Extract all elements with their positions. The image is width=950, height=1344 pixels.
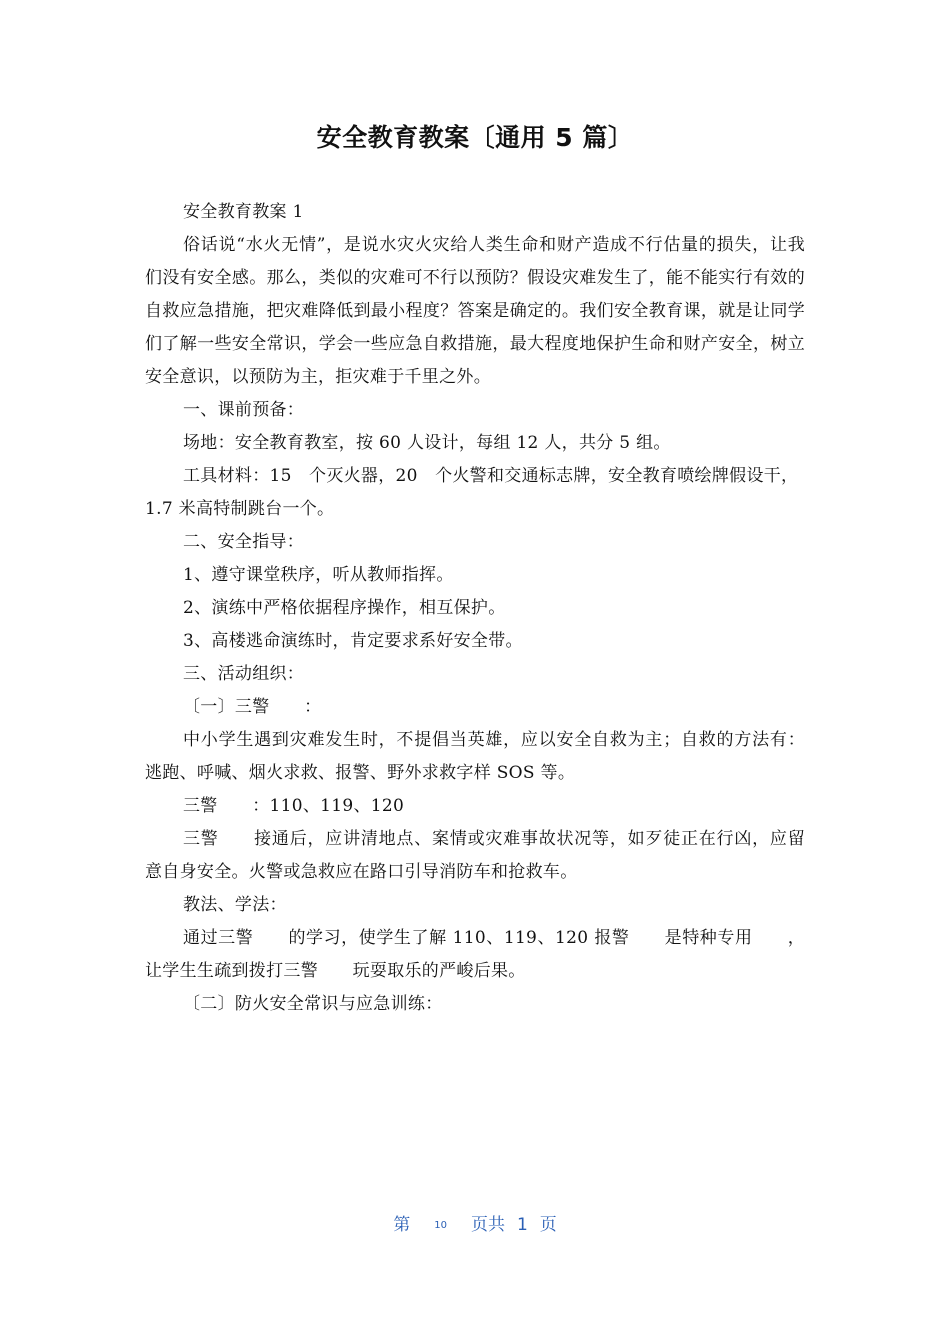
document-title: 安全教育教案〔通用 5 篇〕 [316, 123, 634, 152]
materials-paragraph: 工具材料：15 个灭火器，20 个火警和交通标志牌，安全教育喷绘牌假设干， [183, 466, 799, 486]
materials-continued: 1.7 米高特制跳台一个。 [145, 499, 335, 519]
footer-total: 1 [516, 1215, 528, 1235]
self-rescue-paragraph: 中小学生遇到灾难发生时，不提倡当英雄，应以安全自救为主；自救的方法有：逃跑、呼喊、烟火求救、报警、野外求救字样 SOS 等。 [145, 730, 805, 783]
subheading-fire-safety: 〔二〕防火安全常识与应急训练： [183, 994, 443, 1014]
subheading-three-alarms: 〔一〕三警 ： [183, 697, 322, 717]
venue-paragraph: 场地：安全教育教室，按 60 人设计，每组 12 人，共分 5 组。 [183, 433, 671, 453]
guidance-item-2: 2、演练中严格依据程序操作，相互保护。 [183, 598, 506, 618]
footer-suffix: 页 [539, 1215, 557, 1235]
heading-preparation: 一、课前预备： [183, 400, 305, 420]
methods-paragraph: 通过三警 的学习，使学生了解 110、119、120 报警 是特种专用 ，让学生生疏到拨打三警 玩耍取乐的严峻后果。 [145, 928, 805, 981]
alarm-instructions: 三警 接通后，应讲清地点、案情或灾难事故状况等，如歹徒正在行凶，应留意自身安全。火警或急救应在路口引导消防车和抢救车。 [145, 829, 805, 882]
section-heading: 安全教育教案 1 [183, 202, 304, 222]
alarm-numbers: 三警 ：110、119、120 [183, 796, 405, 816]
footer-middle: 页共 [470, 1215, 505, 1235]
document-body [145, 196, 805, 1021]
heading-methods: 教法、学法： [183, 895, 287, 915]
footer-page-number: 10 [434, 1219, 447, 1231]
guidance-item-3: 3、高楼逃命演练时，肯定要求系好安全带。 [183, 631, 523, 651]
heading-safety-guidance: 二、安全指导： [183, 532, 305, 552]
page-footer [0, 1210, 950, 1235]
footer-prefix: 第 [393, 1215, 411, 1235]
heading-activity: 三、活动组织： [183, 664, 305, 684]
intro-paragraph: 俗话说“水火无情”，是说水灾火灾给人类生命和财产造成不行估量的损失，让我们没有安全感。那么，类似的灾难可不行以预防？假设灾难发生了，能不能实行有效的自救应急措施，把灾难降低到最小程度？答案是确定的。我们安全教育课，就是让同学们了解一些安全常识，学会一些应急自救措施，最大程度地保护生命和财产安全，树立安全意识，以预防为主，拒灾难于千里之外。 [145, 235, 805, 387]
guidance-item-1: 1、遵守课堂秩序，听从教师指挥。 [183, 565, 454, 585]
